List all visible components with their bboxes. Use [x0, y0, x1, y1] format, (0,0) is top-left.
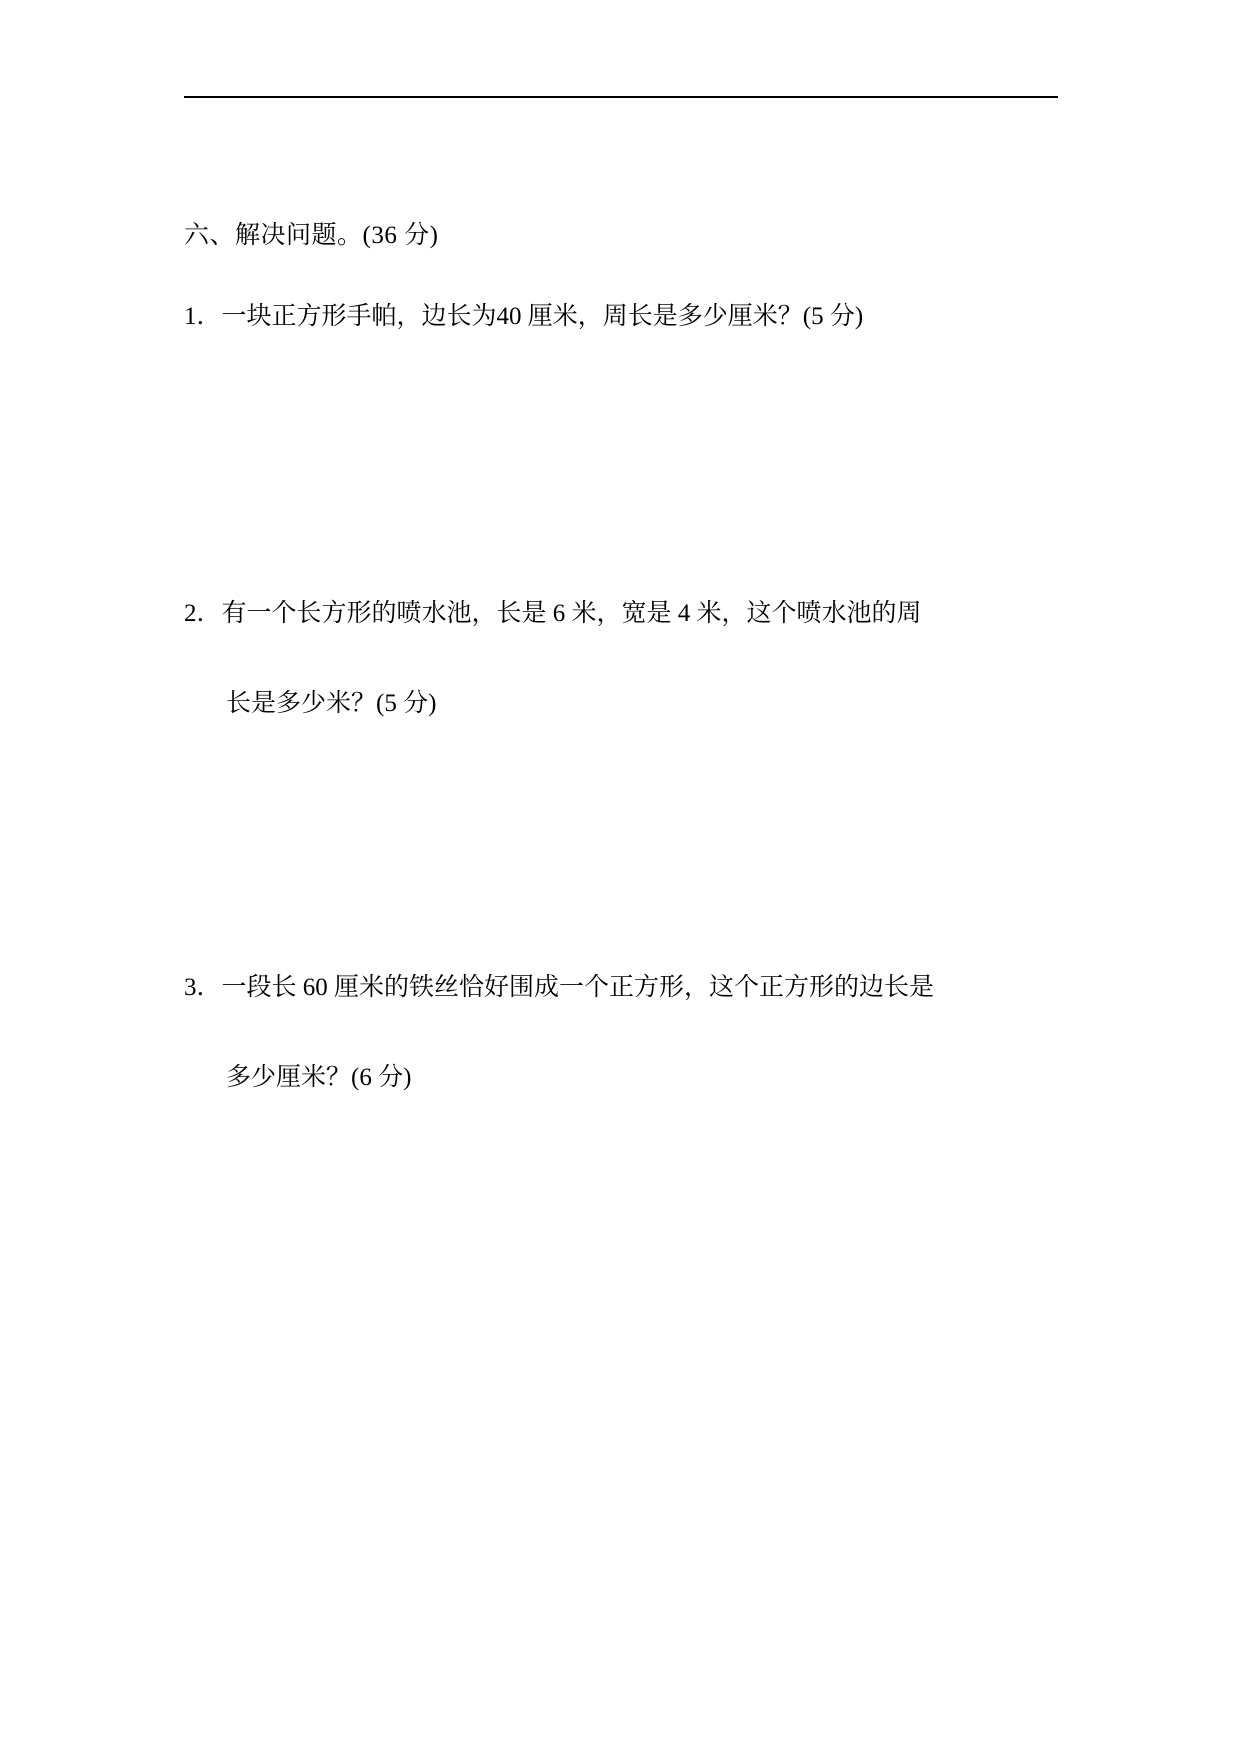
- question-text-continued: 多少厘米？(6 分): [226, 1064, 412, 1091]
- question-text: 一块正方形手帕，边长为40 厘米，周长是多少厘米？(5 分): [221, 303, 864, 330]
- question-number: 2．: [184, 600, 222, 627]
- section-heading: 六、解决问题。(36 分): [184, 222, 439, 249]
- header-divider: [184, 96, 1058, 98]
- question-item: [184, 295, 1064, 339]
- question-item: [184, 966, 1064, 1100]
- question-number: 1．: [184, 303, 222, 330]
- question-text: 一段长 60 厘米的铁丝恰好围成一个正方形，这个正方形的边长是: [221, 974, 935, 1001]
- question-item: [184, 592, 1064, 726]
- question-number: 3．: [184, 974, 222, 1001]
- question-text: 有一个长方形的喷水池，长是 6 米，宽是 4 米，这个喷水池的周: [221, 600, 922, 627]
- question-text-continued: 长是多少米？(5 分): [226, 690, 437, 717]
